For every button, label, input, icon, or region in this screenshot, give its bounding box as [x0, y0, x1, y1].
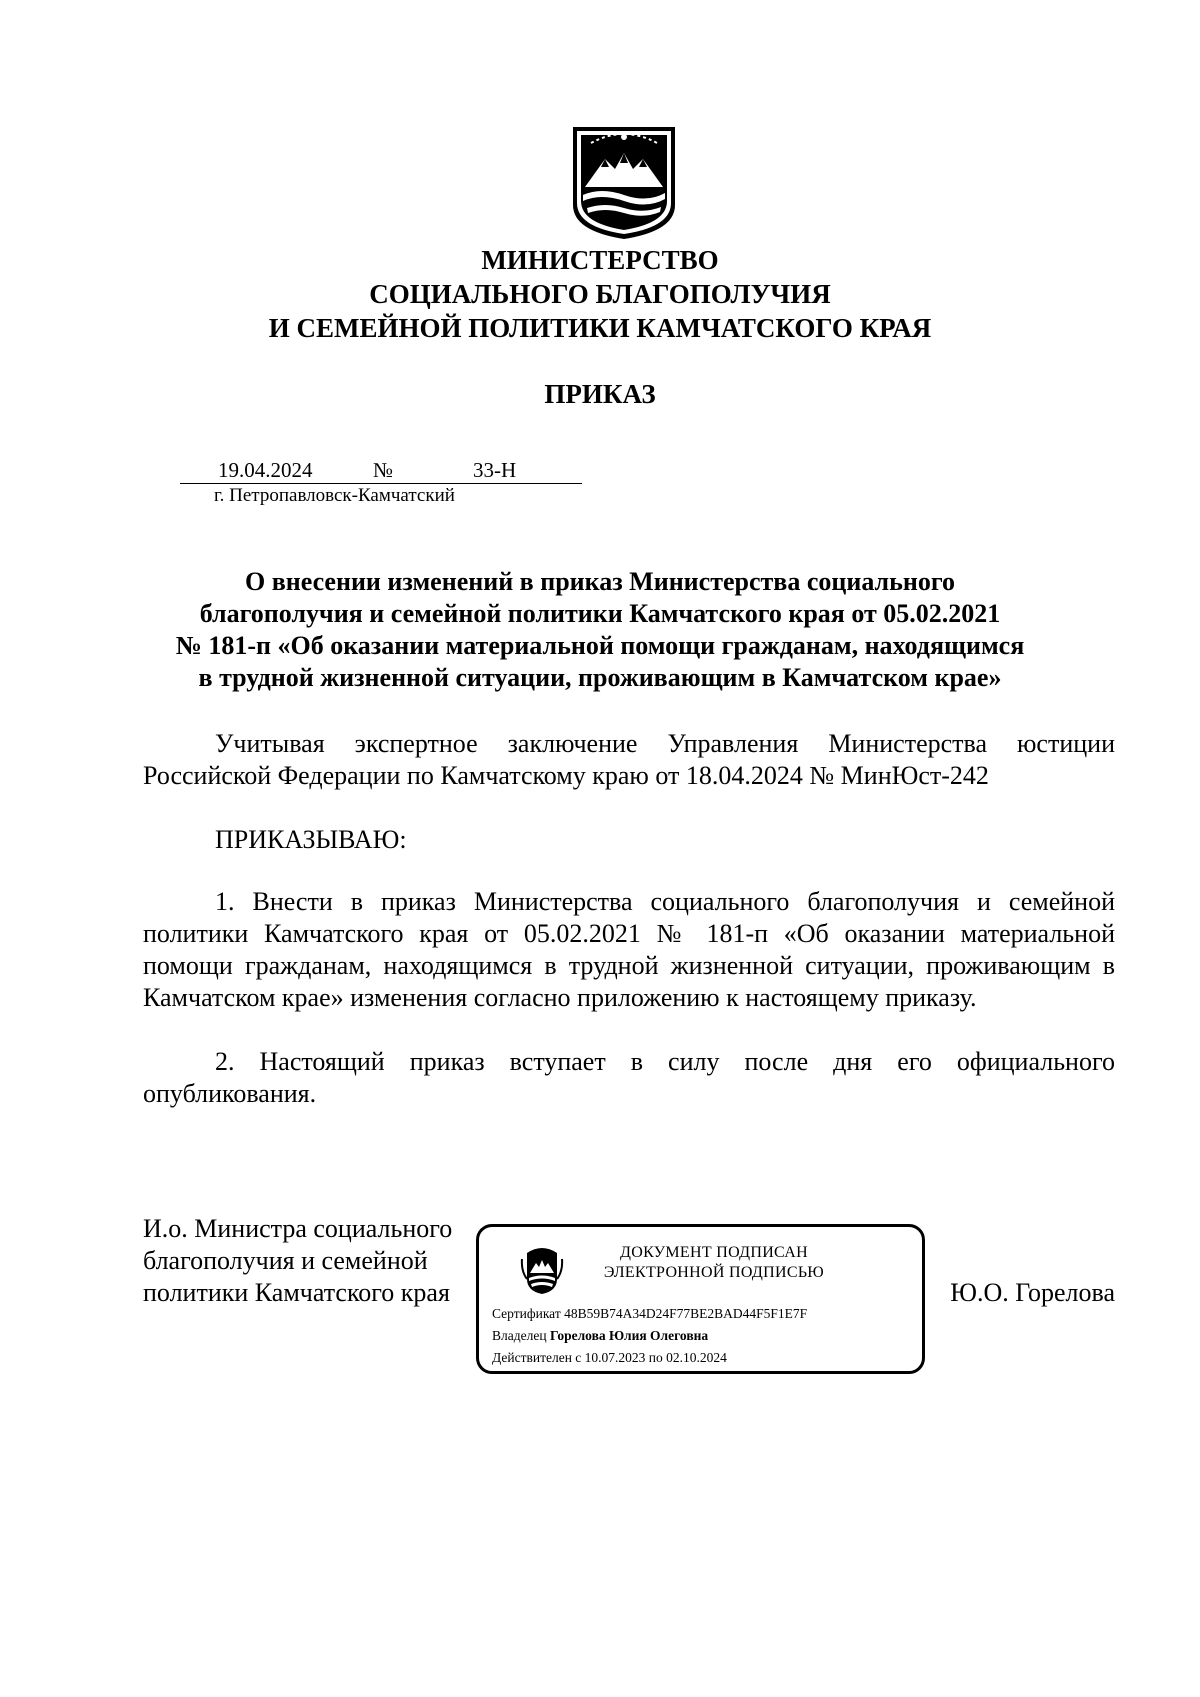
- valid-from-label: Действителен с: [492, 1350, 582, 1365]
- certificate-line: [492, 1305, 807, 1323]
- item-text: 1. Внести в приказ Министерства социального благополучия и семейной политики Камчатского края от 05.02.2021 № 181-п «Об оказании материальной помощи гражданам, находящимся в трудной жизненной ситуации, проживающим в Камчатском крае» изменения согласно приложению к настоящему приказу.: [143, 887, 1115, 1012]
- validity-line: [492, 1349, 727, 1367]
- registration-number: 33-Н: [473, 458, 517, 482]
- decree-word: ПРИКАЗЫВАЮ:: [215, 825, 407, 854]
- ministry-header-line: МИНИСТЕРСТВО: [481, 245, 719, 275]
- e-signature-stamp: [476, 1224, 925, 1374]
- item-paragraph-2: [143, 1046, 1115, 1110]
- item-text: 2. Настоящий приказ вступает в силу после дня его официального опубликования.: [143, 1047, 1115, 1108]
- owner-value: Горелова Юлия Олеговна: [549, 1328, 709, 1343]
- certificate-label: Сертификат: [492, 1306, 561, 1321]
- position-line: политики Камчатского края: [143, 1278, 450, 1307]
- subject-line: О внесении изменений в приказ Министерства социального: [244, 567, 956, 596]
- stamp-title-line: ДОКУМЕНТ ПОДПИСАН: [620, 1244, 808, 1261]
- city: г. Петропавловск-Камчатский: [214, 485, 455, 506]
- position-line: благополучия и семейной: [143, 1246, 428, 1275]
- subject-line: № 181-п «Об оказании материальной помощи гражданам, находящимся: [175, 631, 1025, 660]
- stamp-title-line: ЭЛЕКТРОННОЙ ПОДПИСЬЮ: [603, 1264, 825, 1281]
- owner-line: [492, 1327, 708, 1345]
- certificate-value: 48B59B74A34D24F77BE2BAD44F5F1E7F: [564, 1306, 808, 1321]
- owner-label: Владелец: [492, 1328, 547, 1343]
- registration-date: 19.04.2024: [218, 458, 313, 482]
- valid-from-value: 10.07.2023: [584, 1350, 646, 1365]
- stamp-coat-of-arms-icon: [519, 1245, 565, 1295]
- signatory-position: [143, 1213, 452, 1309]
- coat-of-arms-icon: [571, 113, 677, 240]
- preamble-paragraph: [143, 728, 1115, 792]
- stamp-title: [589, 1243, 839, 1283]
- item-paragraph-1: [143, 886, 1115, 1014]
- subject-line: благополучия и семейной политики Камчатского края от 05.02.2021: [199, 599, 1001, 628]
- order-subject: [0, 566, 1200, 694]
- subject-line: в трудной жизненной ситуации, проживающим в Камчатском крае»: [198, 663, 1002, 692]
- ministry-header: [0, 243, 1200, 345]
- ministry-header-line: И СЕМЕЙНОЙ ПОЛИТИКИ КАМЧАТСКОГО КРАЯ: [268, 313, 932, 343]
- valid-to-label: по: [648, 1350, 663, 1365]
- ministry-header-line: СОЦИАЛЬНОГО БЛАГОПОЛУЧИЯ: [369, 279, 831, 309]
- document-type: ПРИКАЗ: [544, 379, 656, 409]
- valid-to-value: 02.10.2024: [666, 1350, 727, 1365]
- registration-line: [180, 457, 582, 484]
- position-line: И.о. Министра социального: [143, 1214, 453, 1243]
- number-sign: №: [373, 458, 394, 482]
- signatory-name: Ю.О. Горелова: [950, 1278, 1115, 1307]
- preamble-text: Учитывая экспертное заключение Управления Министерства юстиции Российской Федерации по Камчатскому краю от 18.04.2024 № МинЮст-242: [143, 729, 1115, 790]
